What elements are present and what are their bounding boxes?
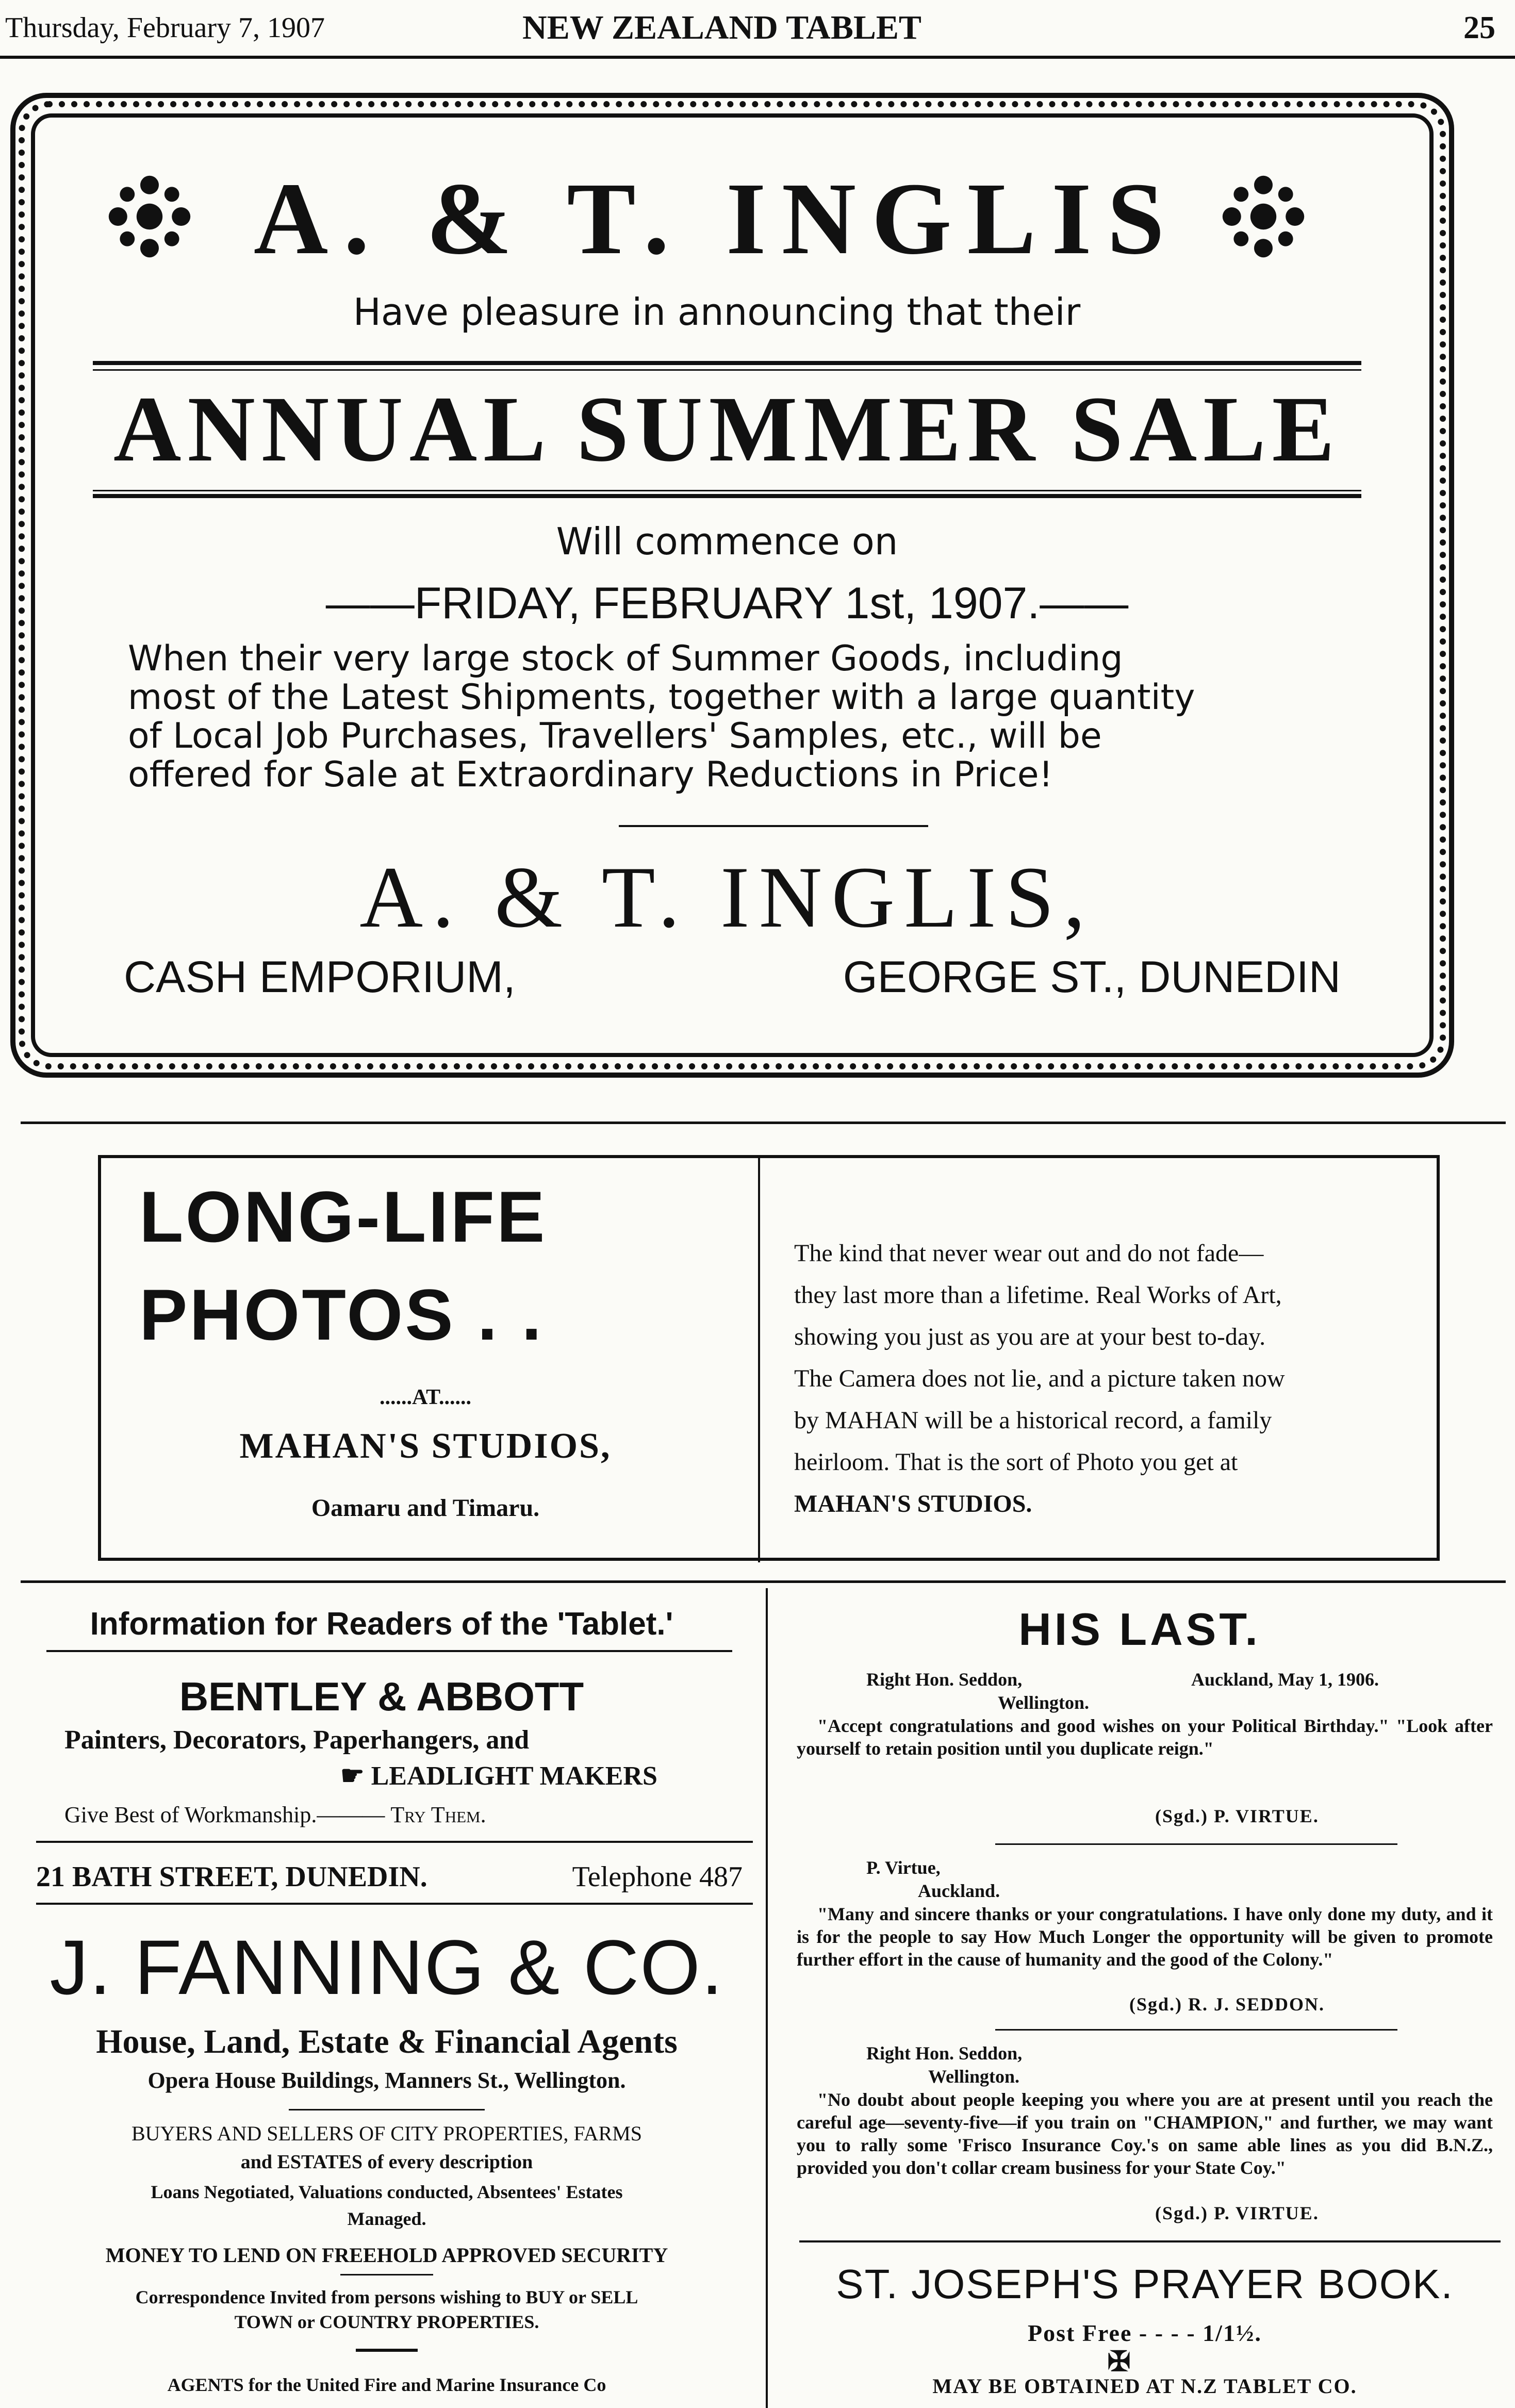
prayer-rule: [799, 2240, 1501, 2242]
inglis-cash-emporium: CASH EMPORIUM,: [124, 952, 516, 1002]
inglis-title: A. & T. INGLIS: [253, 162, 1180, 276]
long-life-line: they last more than a lifetime. Real Works of Art,: [794, 1281, 1282, 1309]
msg-sep-2: [995, 2029, 1397, 2031]
long-life-line: heirloom. That is the sort of Photo you get at: [794, 1448, 1238, 1476]
msg2-signature: (Sgd.) R. J. SEDDON.: [1129, 1994, 1325, 2015]
pointing-hand-icon: ☛: [340, 1761, 371, 1791]
prayer-book-price: Post Free - - - - 1/1½.: [1028, 2320, 1262, 2346]
long-life-at: ......AT......: [379, 1386, 472, 1409]
fanning-sep-3: [356, 2349, 418, 2352]
try-them-label: Try Them.: [390, 1802, 486, 1827]
inglis-intro: Have pleasure in announcing that their: [353, 290, 1081, 334]
fanning-buyers: BUYERS AND SELLERS OF CITY PROPERTIES, FARMS: [131, 2122, 642, 2145]
sale-headline: ANNUAL SUMMER SALE: [113, 377, 1341, 481]
inglis-body: [128, 639, 1329, 794]
long-life-studio: MAHAN'S STUDIOS,: [239, 1426, 612, 1466]
msg3-to: Right Hon. Seddon,: [866, 2043, 1023, 2064]
long-life-divider: [758, 1155, 760, 1562]
section-rule-2: [21, 1580, 1506, 1583]
inglis-body-line: most of the Latest Shipments, together with a large quantity: [128, 677, 1195, 718]
sale-rule-bottom-thin: [93, 490, 1361, 491]
fanning-correspondence: Correspondence Invited from persons wishing to BUY or SELL: [135, 2287, 638, 2307]
msg2-text: "Many and sincere thanks or your congratulations. I have only done my duty, and it is for the people to say How Much Longer the opportunity will be given to promote further effort in the cause of humanity and the good of the Colony.": [797, 1904, 1493, 1970]
header-date: Thursday, February 7, 1907: [5, 12, 325, 44]
msg3-city: Wellington.: [928, 2066, 1020, 2087]
fanning-fire: AGENTS for the United Fire and Marine Insurance Co: [167, 2374, 606, 2395]
long-life-line: by MAHAN will be a historical record, a family: [794, 1407, 1272, 1434]
inglis-address: GEORGE ST., DUNEDIN: [843, 952, 1341, 1002]
long-life-line: MAHAN'S STUDIOS.: [794, 1490, 1032, 1518]
workmanship-label: Give Best of Workmanship.———: [64, 1802, 385, 1827]
bentley-address: 21 BATH STREET, DUNEDIN.: [36, 1861, 427, 1893]
fanning-loans: Loans Negotiated, Valuations conducted, Absentees' Estates: [151, 2182, 623, 2202]
bentley-workmanship: [64, 1800, 735, 1830]
header-rule: [0, 56, 1515, 59]
inglis-separator: [619, 825, 928, 827]
prayer-book-title: ST. JOSEPH'S PRAYER BOOK.: [836, 2261, 1454, 2307]
header-page-number: 25: [1463, 10, 1495, 45]
fanning-town: TOWN or COUNTRY PROPERTIES.: [234, 2312, 539, 2332]
inglis-body-line: When their very large stock of Summer Goods, including: [128, 638, 1123, 679]
section-rule-1: [21, 1121, 1506, 1124]
info-underline: [46, 1650, 732, 1652]
long-life-line: The kind that never wear out and do not fade—: [794, 1240, 1264, 1267]
long-life-heading-2: PHOTOS . .: [139, 1274, 544, 1355]
inglis-firm-name: A. & T. INGLIS,: [359, 849, 1095, 946]
msg1-text: "Accept congratulations and good wishes on your Political Birthday." "Look after yourself to retain position until you duplicate reign.": [797, 1716, 1493, 1759]
fanning-rule: [36, 1903, 753, 1905]
long-life-heading-1: LONG-LIFE: [139, 1176, 547, 1257]
fanning-opera: Opera House Buildings, Manners St., Wellington.: [147, 2068, 626, 2093]
inglis-commence: Will commence on: [556, 520, 898, 563]
fanning-agents: House, Land, Estate & Financial Agents: [96, 2023, 678, 2060]
msg-sep-1: [995, 1843, 1397, 1845]
bentley-firm: BENTLEY & ABBOTT: [179, 1674, 584, 1719]
fanning-sep-1: [289, 2109, 485, 2110]
msg1-place-date: Auckland, May 1, 1906.: [1191, 1669, 1379, 1690]
long-life-line: The Camera does not lie, and a picture taken now: [794, 1365, 1285, 1392]
inglis-body-line: offered for Sale at Extraordinary Reductions in Price!: [128, 754, 1053, 795]
prayer-book-obtain: MAY BE OBTAINED AT N.Z TABLET CO.: [932, 2374, 1357, 2398]
msg1-city: Wellington.: [998, 1692, 1090, 1713]
fanning-estates: and ESTATES of every description: [240, 2151, 533, 2173]
sale-rule-top: [93, 361, 1361, 365]
msg2-to: P. Virtue,: [866, 1857, 941, 1878]
info-heading: Information for Readers of the 'Tablet.': [90, 1606, 673, 1642]
fanning-managed: Managed.: [347, 2208, 426, 2229]
bentley-rule: [36, 1841, 753, 1843]
bentley-telephone: Telephone 487: [572, 1861, 743, 1893]
leadlight-label: LEADLIGHT MAKERS: [371, 1761, 657, 1791]
bentley-trades: Painters, Decorators, Paperhangers, and: [64, 1725, 530, 1755]
fanning-money: MONEY TO LEND ON FREEHOLD APPROVED SECURITY: [105, 2244, 668, 2267]
msg1-signature: (Sgd.) P. VIRTUE.: [1155, 1806, 1319, 1826]
cross-icon: ✠: [1107, 2346, 1131, 2377]
msg3-text: "No doubt about people keeping you where you are at present until you reach the careful age—seventy-five—if you train on "CHAMPION," and further, we may want you to rally some 'Frisco Insurance Coy.'s on same able lines as you did B.N.Z., provided you don't collar cream business for your State Coy.": [797, 2089, 1493, 2178]
bentley-leadlight: [340, 1758, 732, 1794]
his-last-heading: HIS LAST.: [1018, 1604, 1261, 1655]
fanning-sep-2: [340, 2274, 433, 2275]
msg2-city: Auckland.: [918, 1881, 1000, 1901]
long-life-line: showing you just as you are at your best to-day.: [794, 1323, 1266, 1350]
header-paper-title: NEW ZEALAND TABLET: [522, 9, 921, 46]
sale-rule-top-thin: [93, 369, 1361, 371]
column-rule: [766, 1588, 768, 2408]
long-life-places: Oamaru and Timaru.: [311, 1494, 540, 1522]
long-life-paragraph: [794, 1232, 1428, 1525]
sale-rule-bottom: [93, 494, 1361, 498]
fanning-firm: J. FANNING & CO.: [50, 1924, 724, 2010]
msg3-signature: (Sgd.) P. VIRTUE.: [1155, 2203, 1319, 2223]
inglis-date-line: ——FRIDAY, FEBRUARY 1st, 1907.——: [325, 579, 1129, 628]
inglis-body-line: of Local Job Purchases, Travellers' Samples, etc., will be: [128, 716, 1102, 756]
msg1-to: Right Hon. Seddon,: [866, 1669, 1023, 1690]
